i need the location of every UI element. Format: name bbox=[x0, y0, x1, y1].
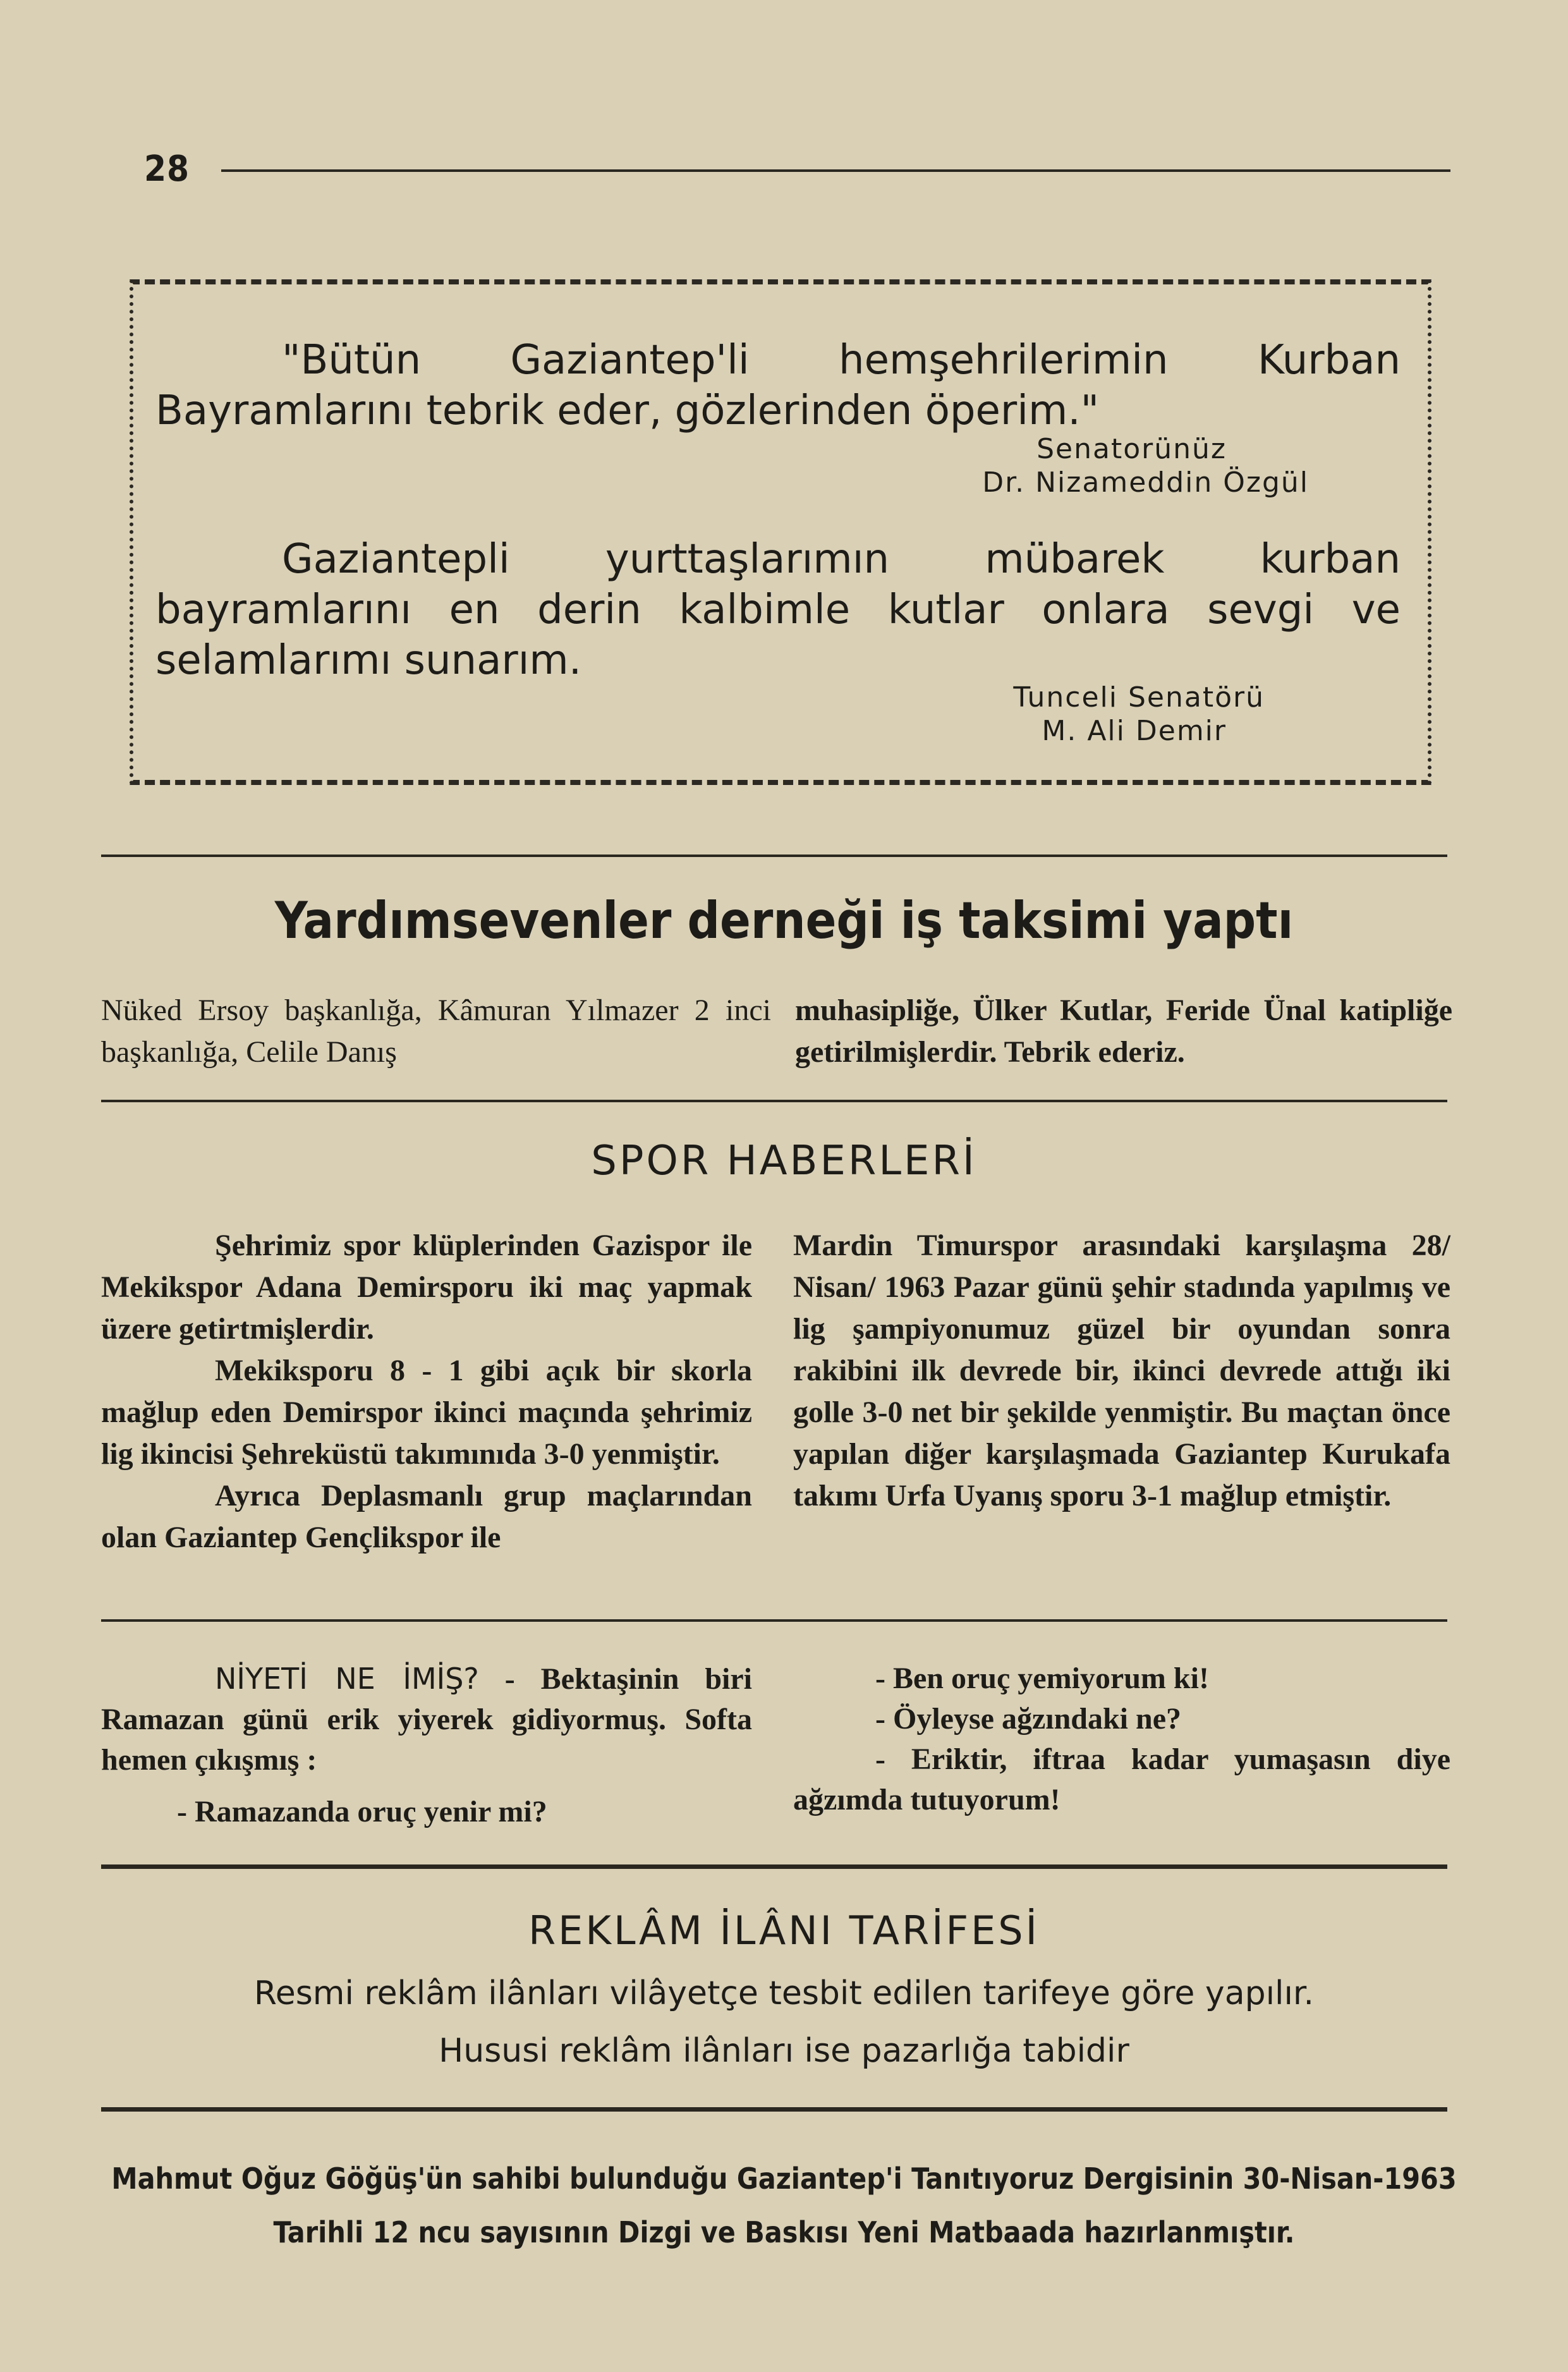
niyet-line-3: - Öyleyse ağzındaki ne? bbox=[875, 1702, 1182, 1736]
spor-headline: SPOR HABERLERİ bbox=[591, 1138, 977, 1184]
niyet-title: NİYETİ NE İMİŞ? bbox=[215, 1662, 479, 1696]
divider bbox=[101, 1619, 1447, 1622]
divider bbox=[101, 2107, 1447, 2112]
spor-left-p3: Ayrıca Deplasmanlı grup maçlarından olan Gaziantep Gençlikspor ile bbox=[101, 1479, 752, 1554]
spor-col-left bbox=[101, 1225, 752, 1559]
signature-2-name: M. Ali Demir bbox=[1042, 715, 1227, 747]
footer-line-1: Mahmut Oğuz Göğüş'ün sahibi bulunduğu Gaziantep'i Tanıtıyoruz Dergisinin 30-Nisan-1963 bbox=[111, 2162, 1457, 2196]
spor-col-right bbox=[793, 1225, 1450, 1517]
signature-1-title: Senatorünüz bbox=[1036, 433, 1227, 465]
niyet-col-left bbox=[101, 1658, 752, 1832]
divider bbox=[101, 1100, 1447, 1102]
spor-left-p2: Mekiksporu 8 - 1 gibi açık bir skorla mağlup eden Demirspor ikinci maçında şehrimiz lig ikincisi Şehreküstü takımınıda 3-0 yenmiştir. bbox=[101, 1354, 752, 1471]
niyet-line-4: - Eriktir, iftraa kadar yumaşasın diye ağzımda tutuyorum! bbox=[793, 1743, 1450, 1816]
signature-2-title: Tunceli Senatörü bbox=[1013, 681, 1265, 714]
niyet-intro: - Bektaşinin biri Ramazan günü erik yiyerek gidiyormuş. Softa hemen çıkışmış : bbox=[101, 1662, 752, 1777]
page-number: 28 bbox=[144, 149, 190, 190]
signature-1-name: Dr. Nizameddin Özgül bbox=[982, 466, 1309, 499]
spor-right-p1: Mardin Timurspor arasındaki karşılaşma 28/ Nisan/ 1963 Pazar günü şehir stadında yapılmış ve lig şampiyonumuz güzel bir oyundan sonra rakibini ilk devrede bir, ikinci devrede attığı iki golle 3-0 net bir şekilde yenmiştir. Bu maçtan önce yapılan diğer karşılaşmada Gaziantep Kurukafa takımı Urfa Uyanış sporu 3-1 mağlup etmiştir. bbox=[793, 1229, 1450, 1512]
reklam-line-1: Resmi reklâm ilânları vilâyetçe tesbit edilen tarifeye göre yapılır. bbox=[253, 1974, 1315, 2012]
spor-left-p1: Şehrimiz spor klüplerinden Gazispor ile Mekikspor Adana Demirsporu iki maç yapmak üzere getirtmişlerdir. bbox=[101, 1229, 752, 1346]
divider bbox=[101, 855, 1447, 857]
yardim-col-right: muhasipliğe, Ülker Kutlar, Feride Ünal katipliğe getirilmişlerdir. Tebrik ederiz. bbox=[795, 994, 1452, 1069]
yardim-headline: Yardımsevenler derneği iş taksimi yaptı bbox=[274, 891, 1294, 950]
footer-line-2: Tarihli 12 ncu sayısının Dizgi ve Baskısı Yeni Matbaada hazırlanmıştır. bbox=[273, 2215, 1295, 2249]
greeting-message-1: "Bütün Gaziantep'li hemşehrilerimin Kurban Bayramlarını tebrik eder, gözlerinden öperim." bbox=[155, 337, 1401, 434]
niyet-line-2: - Ben oruç yemiyorum ki! bbox=[875, 1662, 1209, 1695]
niyet-col-right bbox=[793, 1658, 1450, 1820]
reklam-line-2: Hususi reklâm ilânları ise pazarlığa tabidir bbox=[439, 2032, 1129, 2070]
top-rule bbox=[221, 169, 1450, 172]
reklam-headline: REKLÂM İLÂNI TARİFESİ bbox=[528, 1907, 1040, 1954]
yardim-col-left: Nüked Ersoy başkanlığa, Kâmuran Yılmazer 2 inci başkanlığa, Celile Danış bbox=[101, 994, 771, 1069]
greeting-message-2: Gaziantepli yurttaşlarımın mübarek kurban bayramlarını en derin kalbimle kutlar onlara sevgi ve selamlarımı sunarım. bbox=[155, 536, 1401, 684]
niyet-line-1: - Ramazanda oruç yenir mi? bbox=[177, 1795, 547, 1828]
divider bbox=[101, 1864, 1447, 1869]
